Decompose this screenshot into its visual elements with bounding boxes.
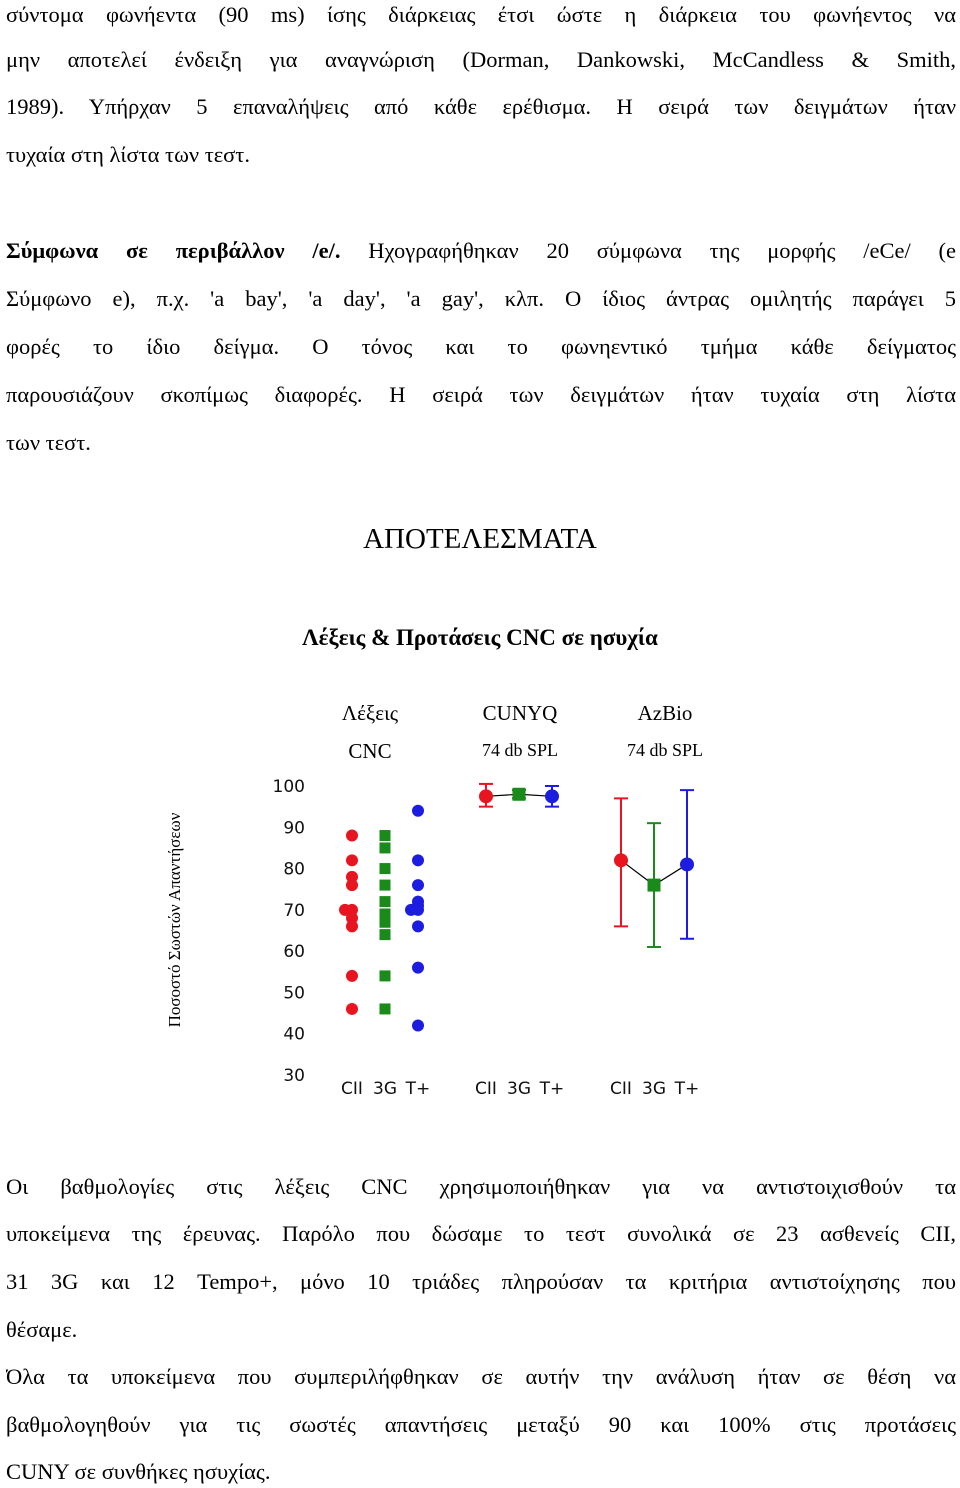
- panel-sublabel-cnc: CNC: [348, 739, 392, 763]
- panel-sublabel-cunyq: 74 db SPL: [481, 740, 559, 760]
- error-bars: [479, 784, 694, 947]
- x-tick-label: T+: [405, 1079, 431, 1099]
- mean-point: [513, 788, 526, 801]
- data-point-tplus: [412, 854, 424, 866]
- data-point-cii: [346, 920, 358, 932]
- x-tick-label: 3G: [642, 1079, 666, 1099]
- data-point-3g: [380, 880, 391, 891]
- data-point-3g: [380, 896, 391, 907]
- text-line: μην αποτελεί ένδειξη για αναγνώριση (Dorman, Dankowski, McCandless & Smith,: [6, 47, 956, 72]
- data-point-tplus: [412, 962, 424, 974]
- x-tick-label: 3G: [373, 1079, 397, 1099]
- data-point-cii: [346, 830, 358, 842]
- y-tick-label: 60: [283, 942, 305, 963]
- text-line: φορές το ίδιο δείγμα. Ο τόνος και το φωνηεντικό τμήμα κάθε δείγματος: [6, 334, 956, 359]
- x-tick-label: CII: [475, 1079, 497, 1099]
- y-tick-label: 40: [283, 1024, 305, 1045]
- section-heading: Σύμφωνα σε περιβάλλον /e/.: [6, 238, 341, 263]
- y-axis-label: Ποσοστό Σωστών Απαντήσεων: [165, 812, 184, 1028]
- text-line: 1989). Υπήρχαν 5 επαναλήψεις από κάθε ερέθισμα. Η σειρά των δειγμάτων ήταν: [6, 94, 956, 119]
- panel-label-cunyq: CUNYQ: [482, 701, 558, 725]
- data-point-3g: [380, 863, 391, 874]
- x-tick-label: CII: [341, 1079, 363, 1099]
- section-text: Ηχογραφήθηκαν 20 σύμφωνα της μορφής /eCe/ (e: [340, 238, 956, 263]
- data-point-cii: [346, 854, 358, 866]
- data-point-tplus: [412, 879, 424, 891]
- y-tick-label: 70: [283, 900, 305, 921]
- text-line: θέσαμε.: [6, 1317, 78, 1342]
- data-point-cii: [346, 879, 358, 891]
- panel-sublabel-azbio: 74 db SPL: [626, 740, 704, 760]
- chart-title: Λέξεις & Προτάσεις CNC σε ησυχία: [302, 625, 658, 650]
- data-point-3g: [380, 842, 391, 853]
- mean-point: [545, 789, 559, 803]
- data-point-3g: [380, 917, 391, 928]
- data-point-3g: [380, 970, 391, 981]
- text-line: σύντομα φωνήεντα (90 ms) ίσης διάρκειας έτσι ώστε η διάρκεια του φωνήεντος να: [6, 2, 956, 27]
- mean-point: [648, 879, 661, 892]
- text-line: Όλα τα υποκείμενα που συμπεριλήφθηκαν σε αυτήν την ανάλυση ήταν σε θέση να: [6, 1364, 956, 1389]
- text-line: Οι βαθμολογίες στις λέξεις CNC χρησιμοποιήθηκαν για να αντιστοιχισθούν τα: [6, 1174, 956, 1199]
- text-line: CUNY σε συνθήκες ησυχίας.: [6, 1459, 271, 1484]
- text-line: τυχαία στη λίστα των τεστ.: [6, 142, 250, 167]
- y-tick-label: 100: [272, 777, 305, 797]
- data-point-3g: [380, 830, 391, 841]
- y-tick-label: 90: [283, 818, 305, 839]
- text-line: των τεστ.: [6, 430, 91, 455]
- mean-point: [614, 853, 628, 867]
- mean-point: [680, 857, 694, 871]
- y-tick-label: 80: [283, 859, 305, 880]
- data-points: [339, 788, 694, 1032]
- x-tick-label: 3G: [507, 1079, 531, 1099]
- connector-lines: [486, 794, 687, 885]
- data-point-tplus: [405, 904, 417, 916]
- data-point-3g: [380, 929, 391, 940]
- text-line: παρουσιάζουν σκοπίμως διαφορές. Η σειρά των δειγμάτων ήταν τυχαία στη λίστα: [6, 382, 956, 407]
- panel-label-azbio: AzBio: [637, 701, 693, 725]
- y-tick-label: 50: [283, 983, 305, 1004]
- data-point-tplus: [412, 805, 424, 817]
- y-tick-label: 30: [283, 1066, 305, 1086]
- x-axis-ticks: [341, 1079, 699, 1099]
- y-axis: [273, 777, 305, 1086]
- text-line: υποκείμενα της έρευνας. Παρόλο που δώσαμε το τεστ συνολικά σε 23 ασθενείς CII,: [6, 1221, 956, 1246]
- data-point-cii: [346, 1003, 358, 1015]
- x-tick-label: T+: [539, 1079, 565, 1099]
- results-heading: ΑΠΟΤΕΛΕΣΜΑΤΑ: [363, 523, 597, 555]
- data-point-cii: [346, 970, 358, 982]
- mean-point: [479, 789, 493, 803]
- text-line: Σύμφωνο e), π.χ. 'a bay', 'a day', 'a gay', κλπ. Ο ίδιος άντρας ομιλητής παράγει 5: [6, 286, 956, 311]
- x-tick-label: T+: [674, 1079, 700, 1099]
- data-point-3g: [380, 1003, 391, 1014]
- data-point-tplus: [412, 920, 424, 932]
- panel-label-cnc: Λέξεις: [341, 701, 399, 725]
- text-line: βαθμολογηθούν για τις σωστές απαντήσεις μεταξύ 90 και 100% στις προτάσεις: [6, 1412, 956, 1437]
- text-line: 31 3G και 12 Tempo+, μόνο 10 τριάδες πληρούσαν τα κριτήρια αντιστοίχησης που: [6, 1269, 956, 1294]
- x-tick-label: CII: [610, 1079, 632, 1099]
- data-point-tplus: [412, 1019, 424, 1031]
